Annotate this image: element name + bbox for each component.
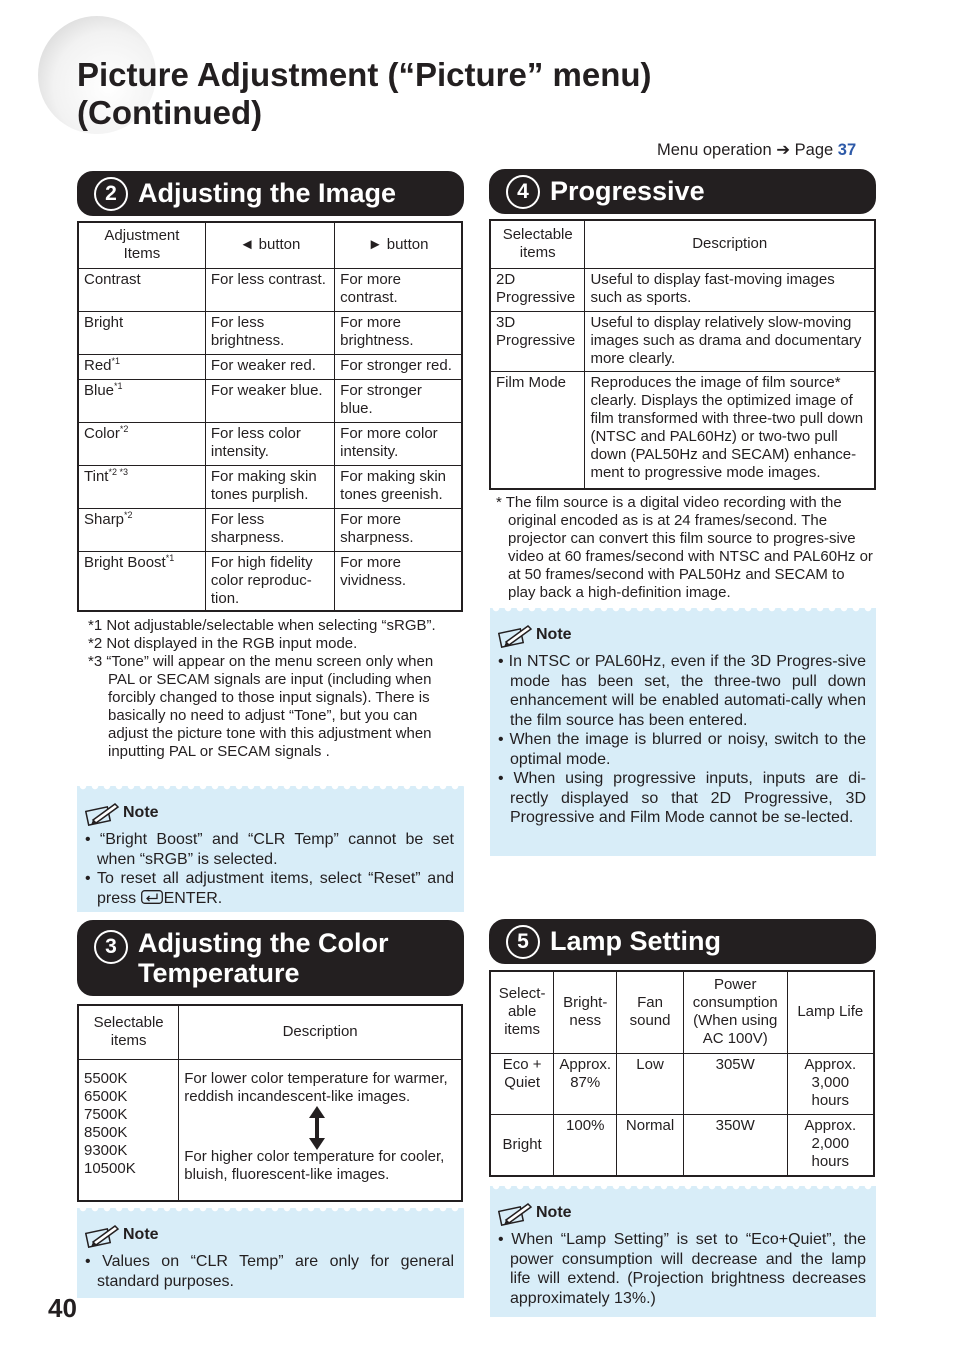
enter-label: ENTER.	[163, 889, 223, 907]
page-title-line2: (Continued)	[77, 94, 263, 131]
footnote-marker: *1	[111, 355, 121, 366]
temp-desc-higher: For higher color temperature for cooler, bluish, fluorescent-like images.	[184, 1147, 445, 1183]
color-temp-table	[77, 1004, 463, 1202]
note-header	[498, 622, 866, 648]
description-cell: Useful to display fast-moving images such as sports.	[585, 268, 875, 311]
item-cell	[78, 508, 205, 551]
table-row	[490, 1053, 874, 1114]
section-header-color-temp	[77, 920, 464, 996]
lamp-brightness-cell: 100%	[554, 1114, 617, 1176]
description-cell: Reproduces the image of film source* clearly. Displays the optimized image of film transformed with three-two pull down (NTSC and PAL60Hz) or two-two pull down (PAL50Hz and SECAM) enhance-ment to progressive mode images.	[585, 371, 875, 489]
header-selectable-items: Selectable items	[78, 1005, 179, 1059]
right-button-effect: For making skin tones greenish.	[335, 465, 462, 508]
note-header	[85, 1222, 454, 1248]
right-button-effect: For more brightness.	[335, 311, 462, 354]
table-row	[78, 311, 462, 354]
header-selectable-items: Selectable items	[490, 220, 585, 268]
item-name: Color	[84, 424, 120, 442]
menu-op-page-link[interactable]: 37	[837, 141, 857, 159]
section-title	[138, 928, 388, 988]
progressive-table	[489, 219, 876, 490]
menu-operation-ref	[657, 140, 856, 160]
right-button-effect: For more vividness.	[335, 551, 462, 611]
temp-desc-lower: For lower color temperature for warmer, reddish incandescent-like images.	[184, 1069, 448, 1105]
lamp-item-cell: Eco + Quiet	[490, 1053, 554, 1114]
table-header-row	[78, 222, 462, 268]
lamp-power-cell: 350W	[683, 1114, 787, 1176]
item-cell	[78, 354, 205, 379]
lamp-item-cell: Bright	[490, 1114, 554, 1176]
pencil-note-icon	[85, 1222, 121, 1248]
note-box-color-temp	[77, 1208, 464, 1298]
lamp-life-cell: Approx. 2,000 hours	[787, 1114, 874, 1176]
footnote-marker: *2 *3	[108, 466, 128, 477]
arrow-wrap	[184, 1106, 456, 1148]
pencil-note-icon	[498, 622, 534, 648]
temp-value: 7500K	[84, 1105, 128, 1123]
lamp-power-cell: 305W	[683, 1053, 787, 1114]
table-row	[78, 508, 462, 551]
page-title	[77, 56, 652, 132]
lamp-table	[489, 970, 875, 1177]
lamp-fan-cell: Low	[617, 1053, 684, 1114]
perforated-edge	[490, 608, 876, 616]
section-header-progressive	[489, 169, 876, 214]
table-row	[490, 311, 875, 371]
table-row	[78, 422, 462, 465]
left-button-effect: For less sharpness.	[205, 508, 334, 551]
menu-op-text: Menu operation ➔ Page	[657, 141, 838, 159]
right-button-effect: For more contrast.	[335, 268, 462, 311]
header-right-button: ► button	[335, 222, 462, 268]
adjusting-image-table	[77, 221, 463, 612]
header-fan-sound: Fan sound	[617, 971, 684, 1053]
note-item: • When the image is blurred or noisy, switch to the optimal mode.	[498, 731, 866, 768]
pencil-note-icon	[498, 1200, 534, 1226]
item-cell: 2D Progressive	[490, 268, 585, 311]
item-name: Bright Boost	[84, 553, 166, 571]
footnote-marker: *1	[165, 552, 175, 563]
note-box-adjusting-image	[77, 786, 464, 912]
footnote-marker: *2	[119, 423, 129, 434]
header-left-button: ◄ button	[205, 222, 334, 268]
item-cell	[78, 311, 205, 354]
section-title: Lamp Setting	[550, 926, 722, 956]
table-header-row	[490, 220, 875, 268]
footnote-marker: *1	[114, 380, 123, 391]
item-cell	[78, 551, 205, 611]
item-cell	[78, 379, 205, 422]
note-item-text: • To reset all adjustment items, select “Reset” and press	[85, 870, 454, 907]
table-row	[78, 379, 462, 422]
note-title: Note	[536, 626, 572, 644]
enter-key-icon	[141, 890, 163, 904]
item-name: Tint	[84, 467, 109, 485]
note-item: • Values on “CLR Temp” are only for general standard purposes.	[85, 1253, 454, 1290]
section-title: Adjusting the Image	[138, 178, 397, 208]
lamp-life-cell: Approx. 3,000 hours	[787, 1053, 874, 1114]
temp-description-cell	[179, 1059, 462, 1201]
perforated-edge	[77, 1208, 464, 1216]
section-title-line2: Temperature	[138, 958, 300, 988]
item-cell: 3D Progressive	[490, 311, 585, 371]
temp-value: 6500K	[84, 1087, 128, 1105]
item-name: Red	[84, 356, 112, 374]
note-item: • In NTSC or PAL60Hz, even if the 3D Progres-sive mode has been set, the three-two pull down enhancement will be enabled automati-cally when the film source has been entered.	[498, 653, 866, 729]
temp-value: 8500K	[84, 1123, 128, 1141]
temp-value: 9300K	[84, 1141, 128, 1159]
right-button-effect: For more sharpness.	[335, 508, 462, 551]
item-name: Sharp	[84, 510, 125, 528]
up-down-arrow-icon	[307, 1106, 327, 1150]
right-button-effect: For more color intensity.	[335, 422, 462, 465]
page-title-line1: Picture Adjustment (“Picture” menu)	[77, 56, 652, 93]
left-button-effect: For less color intensity.	[205, 422, 334, 465]
table-row	[78, 354, 462, 379]
item-cell	[78, 268, 205, 311]
note-item-reset	[85, 869, 454, 908]
adjusting-image-footnotes	[86, 617, 458, 761]
section-number: 3	[94, 930, 128, 964]
item-cell: Film Mode	[490, 371, 585, 489]
item-cell	[78, 422, 205, 465]
note-box-lamp	[490, 1186, 876, 1317]
pencil-note-icon	[85, 800, 121, 826]
footnote-item: *3 “Tone” will appear on the menu screen only when PAL or SECAM signals are input (including when forcibly changed to those input signals). There is basically no need to adjust “Tone”, but you can adjust the picture tone with this adjustment when inputting PAL or SECAM signals .	[88, 653, 434, 760]
page-number: 40	[48, 1293, 77, 1323]
left-button-effect: For high fidelity color reproduc-tion.	[205, 551, 334, 611]
left-button-effect: For weaker red.	[205, 354, 334, 379]
header-selectable-items: Select-able items	[490, 971, 554, 1053]
section-title-line1: Adjusting the Color	[138, 928, 389, 958]
section-header-adjusting-image	[77, 171, 464, 216]
table-row	[490, 371, 875, 489]
right-button-effect: For stronger blue.	[335, 379, 462, 422]
right-button-effect: For stronger red.	[335, 354, 462, 379]
note-title: Note	[123, 804, 159, 822]
footnote-text: * The film source is a digital video recording with the original encoded as is at 24 frames/second. The projector can convert this film source to progres-sive video at 60 frames/second with NTSC and PAL60Hz or at 50 frames/second with PAL50Hz and SECAM to play back a high-definition image.	[496, 494, 873, 601]
table-row	[490, 1114, 874, 1176]
header-lamp-life: Lamp Life	[787, 971, 874, 1053]
note-header	[85, 800, 454, 826]
temp-value: 5500K	[84, 1069, 128, 1087]
item-name: Blue	[84, 381, 115, 399]
footnote-item: *1 Not adjustable/selectable when selecting “sRGB”.	[88, 617, 436, 634]
lamp-brightness-cell: Approx. 87%	[554, 1053, 617, 1114]
table-row	[78, 268, 462, 311]
perforated-edge	[77, 786, 464, 794]
header-power-consumption: Power consumption (When using AC 100V)	[683, 971, 787, 1053]
header-description: Description	[585, 220, 875, 268]
film-source-footnote	[494, 494, 874, 602]
table-row	[78, 551, 462, 611]
left-button-effect: For less brightness.	[205, 311, 334, 354]
item-name: Contrast	[84, 270, 141, 288]
section-header-lamp	[489, 919, 876, 964]
note-header	[498, 1200, 866, 1226]
temp-value: 10500K	[84, 1159, 136, 1177]
perforated-edge	[490, 1186, 876, 1194]
left-button-effect: For weaker blue.	[205, 379, 334, 422]
table-header-row	[490, 971, 874, 1053]
item-cell	[78, 465, 205, 508]
table-header-row	[78, 1005, 462, 1059]
section-number: 4	[506, 175, 540, 209]
note-item: • “Bright Boost” and “CLR Temp” cannot be set when “sRGB” is selected.	[85, 831, 454, 868]
table-row	[78, 465, 462, 508]
header-brightness: Bright-ness	[554, 971, 617, 1053]
note-item: • When “Lamp Setting” is set to “Eco+Quiet”, the power consumption will decrease and the lamp life will extend. (Projection brightness decreases approximately 13%.)	[498, 1231, 866, 1307]
item-name: Bright	[84, 313, 124, 331]
table-row	[78, 1059, 462, 1201]
table-row	[490, 268, 875, 311]
section-title: Progressive	[550, 176, 705, 206]
section-number: 2	[94, 177, 128, 211]
lamp-fan-cell: Normal	[617, 1114, 684, 1176]
note-title: Note	[123, 1226, 159, 1244]
left-button-effect: For less contrast.	[205, 268, 334, 311]
note-item: • When using progressive inputs, inputs are di-rectly displayed so that 2D Progressive, 3D Progressive and Film Mode cannot be se-lected.	[498, 770, 866, 826]
note-box-progressive	[490, 608, 876, 856]
description-cell: Useful to display relatively slow-moving images such as drama and documentary more clearly.	[585, 311, 875, 371]
footnote-marker: *2	[124, 509, 133, 520]
header-description: Description	[179, 1005, 462, 1059]
section-number: 5	[506, 925, 540, 959]
footnote-item: *2 Not displayed in the RGB input mode.	[88, 635, 358, 652]
note-title: Note	[536, 1204, 572, 1222]
header-adjustment-items: Adjustment Items	[78, 222, 205, 268]
left-button-effect: For making skin tones purplish.	[205, 465, 334, 508]
temp-values-cell	[78, 1059, 179, 1201]
